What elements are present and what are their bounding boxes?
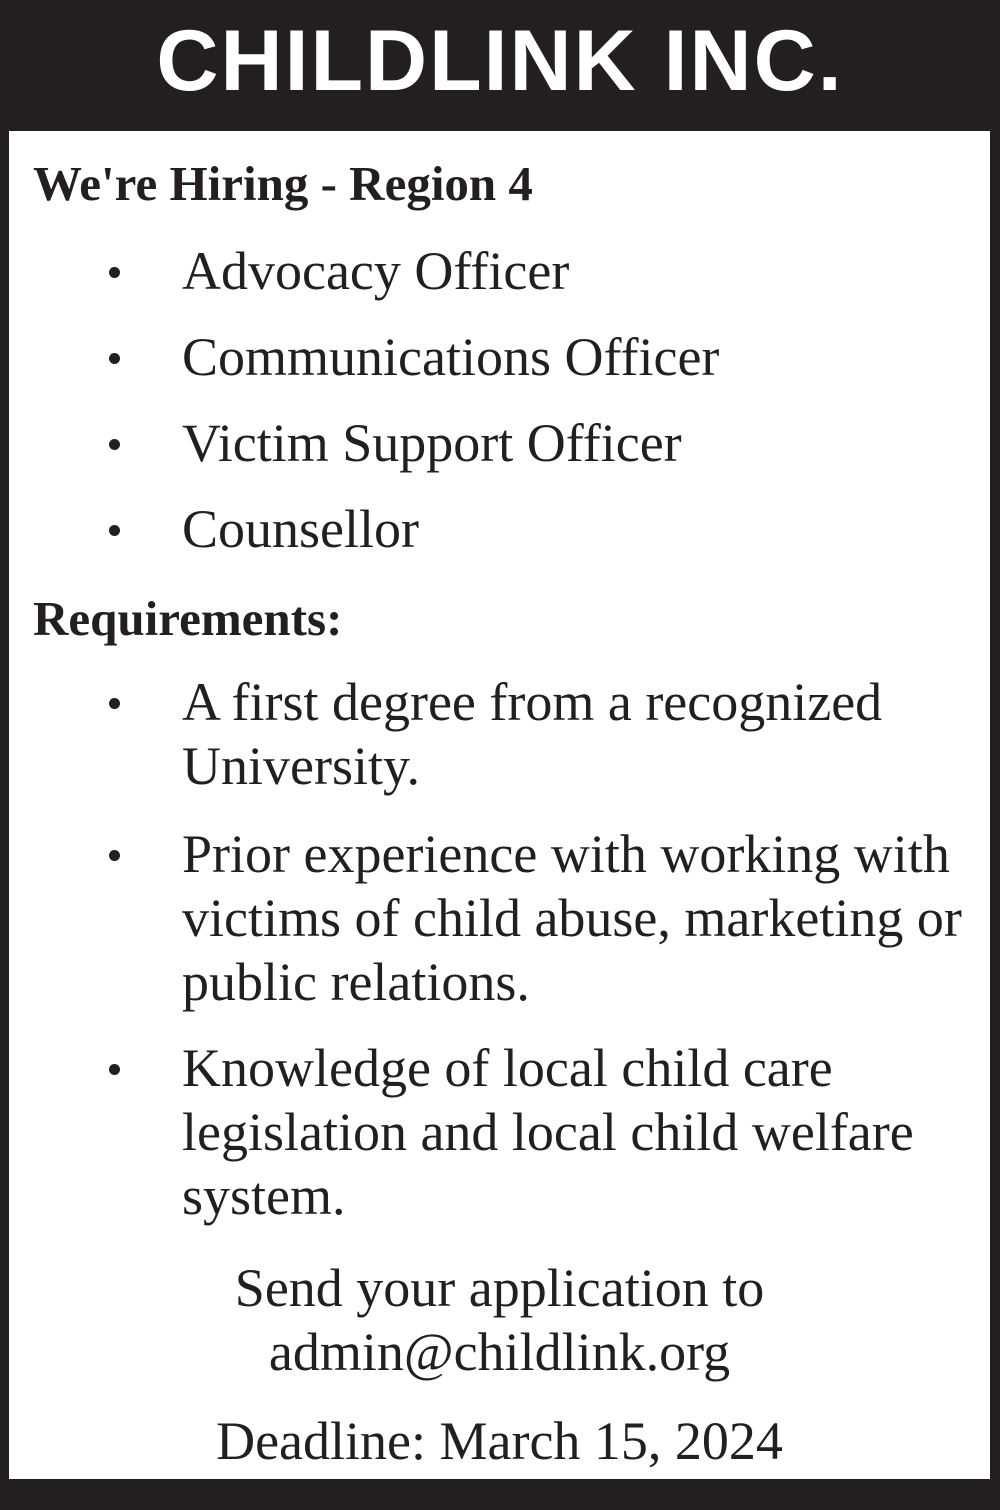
- contact-email[interactable]: admin@childlink.org: [268, 1322, 731, 1382]
- company-title: CHILDLINK INC.: [156, 13, 844, 109]
- position-label: Advocacy Officer: [182, 241, 570, 301]
- position-label: Communications Officer: [182, 327, 720, 387]
- bullet-icon: [109, 1064, 120, 1075]
- bullet-icon: [109, 267, 120, 278]
- positions-list: [9, 239, 982, 583]
- hiring-heading: We're Hiring - Region 4: [33, 156, 533, 211]
- ad-content-panel: [9, 131, 990, 1479]
- position-item: [9, 497, 982, 583]
- bullet-icon: [109, 698, 120, 709]
- bullet-icon: [109, 353, 120, 364]
- position-label: Victim Support Officer: [182, 413, 682, 473]
- bullet-icon: [109, 439, 120, 450]
- requirement-item: [9, 822, 982, 1036]
- requirement-text: Prior experience with working with victims of child abuse, marketing or public relations.: [182, 824, 962, 1012]
- requirement-text: A first degree from a recognized University.: [182, 672, 883, 796]
- requirement-item: [9, 1036, 982, 1236]
- position-item: [9, 411, 982, 497]
- bullet-icon: [109, 525, 120, 536]
- requirement-text: Knowledge of local child care legislation and local child welfare system.: [182, 1038, 914, 1226]
- application-instruction: Send your application to: [234, 1258, 765, 1318]
- position-label: Counsellor: [182, 499, 419, 559]
- requirements-heading: Requirements:: [33, 591, 343, 646]
- requirement-item: [9, 670, 982, 822]
- application-deadline: Deadline: March 15, 2024: [216, 1411, 783, 1471]
- header-banner: [0, 0, 1000, 128]
- requirements-list: [9, 670, 982, 1236]
- position-item: [9, 325, 982, 411]
- bullet-icon: [109, 850, 120, 861]
- position-item: [9, 239, 982, 325]
